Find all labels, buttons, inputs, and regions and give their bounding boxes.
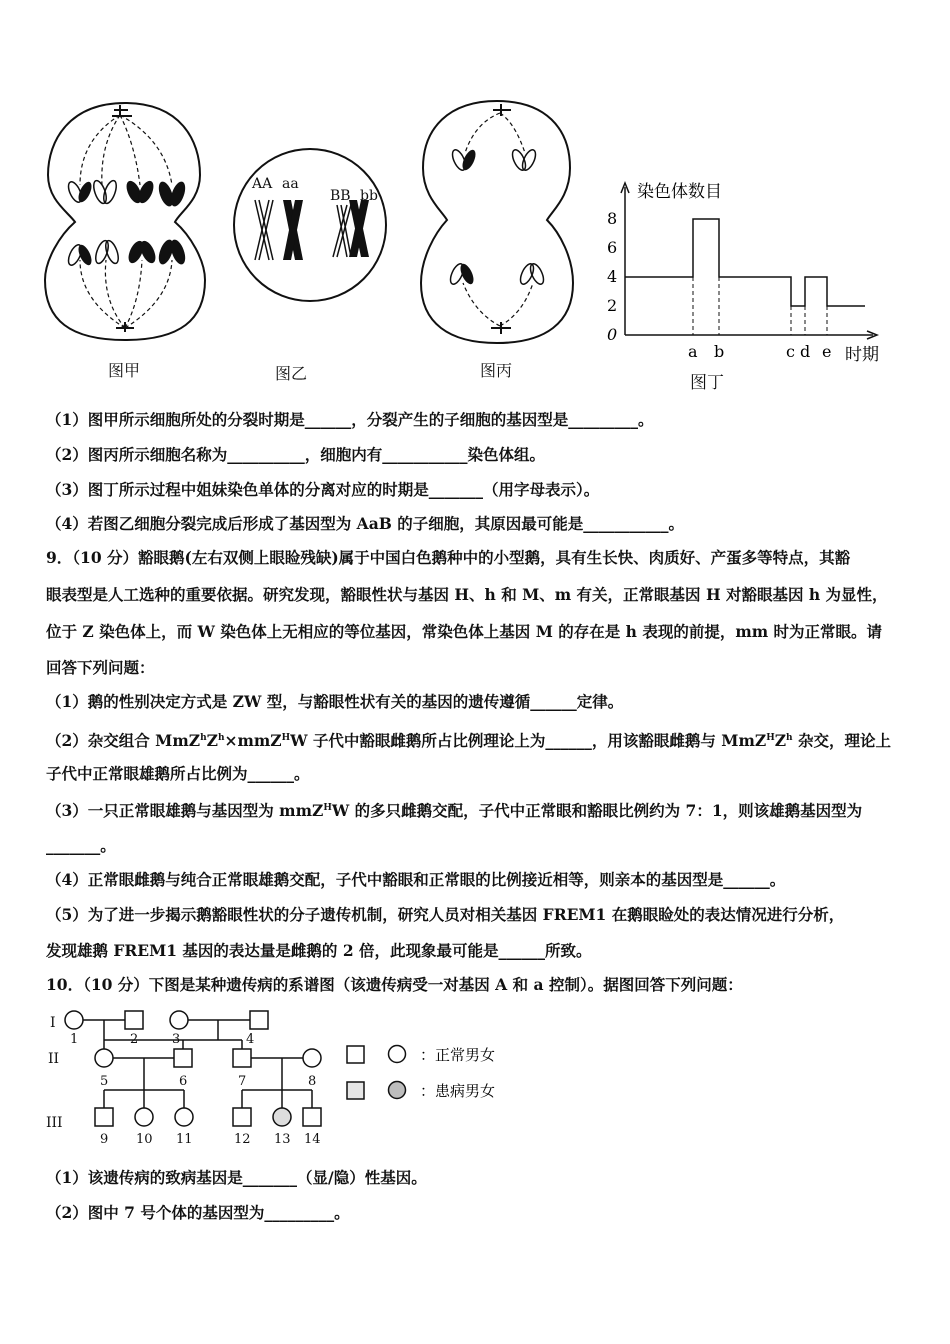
svg-text:10: 10 — [136, 1132, 153, 1147]
svg-text:11: 11 — [176, 1132, 193, 1147]
q9-part3-line1: （3）一只正常眼雄鹅与基因型为 mmZ$^H$W 的多只雌鹅交配，子代中正常眼和豁眼比例约为 7：1，则该雄鹅基因型为 — [46, 801, 863, 821]
legend-normal-female — [389, 1046, 406, 1063]
svg-text:13: 13 — [274, 1132, 291, 1147]
figure-bing-cell-diagram — [415, 98, 580, 348]
figure-yi-cell-diagram — [225, 145, 395, 305]
generation-II: II — [48, 1051, 60, 1067]
individual-5 — [95, 1049, 113, 1067]
individual-9 — [95, 1108, 113, 1126]
figure-yi-caption: 图乙 — [275, 364, 308, 383]
generation-I: I — [50, 1015, 56, 1031]
svg-text:1: 1 — [70, 1032, 79, 1047]
chromosome-count-line — [625, 219, 865, 306]
svg-text:3: 3 — [172, 1032, 181, 1047]
individual-11 — [175, 1108, 193, 1126]
pedigree-chart — [40, 1005, 520, 1150]
q9-part5-line2: 发现雄鹅 FREM1 基因的表达量是雌鹅的 2 倍，此现象最可能是______所致。 — [46, 941, 592, 960]
individual-1 — [65, 1011, 83, 1029]
individual-7 — [233, 1049, 251, 1067]
q8-part2: （2）图丙所示细胞名称为__________，细胞内有___________染色体组。 — [46, 445, 546, 464]
legend-normal-male — [347, 1046, 364, 1063]
x-tick-label-d: d — [800, 342, 811, 361]
q8-part3: （3）图丁所示过程中姐妹染色单体的分离对应的时期是_______（用字母表示）。 — [46, 480, 600, 499]
y-tick-label-4: 4 — [607, 267, 618, 286]
gene-label-BB: BB — [330, 188, 351, 204]
svg-text:14: 14 — [304, 1132, 321, 1147]
svg-text:12: 12 — [234, 1132, 251, 1147]
q10-part2: （2）图中 7 号个体的基因型为_________。 — [46, 1203, 350, 1222]
x-tick-label-a: a — [688, 342, 698, 361]
x-tick-label-e: e — [822, 342, 832, 361]
generation-III: III — [46, 1115, 63, 1131]
figure-jia-caption: 图甲 — [108, 361, 141, 380]
legend-affected-label: ：患病男女 — [420, 1082, 496, 1100]
individual-2 — [125, 1011, 143, 1029]
figure-ding-chart — [595, 175, 915, 370]
q9-part2-line2: 子代中正常眼雄鹅所占比例为______。 — [46, 764, 310, 783]
svg-text:5: 5 — [100, 1074, 109, 1089]
q9-stem-line4: 回答下列问题： — [46, 658, 155, 677]
q9-part4: （4）正常眼雌鹅与纯合正常眼雄鹅交配，子代中豁眼和正常眼的比例接近相等，则亲本的基因型是______。 — [46, 870, 786, 889]
individual-6 — [174, 1049, 192, 1067]
svg-text:9: 9 — [100, 1132, 109, 1147]
q9-stem-line1: 9．（10 分）豁眼鹅(左右双侧上眼睑残缺)属于中国白色鹅种中的小型鹅，具有生长快、肉质好、产蛋多等特点，其豁 — [46, 548, 851, 567]
legend-normal-label: ：正常男女 — [420, 1046, 496, 1064]
x-tick-label-c: c — [786, 342, 795, 361]
individual-13 — [273, 1108, 291, 1126]
svg-text:8: 8 — [308, 1074, 317, 1089]
svg-text:4: 4 — [246, 1032, 255, 1047]
y-tick-label-6: 6 — [607, 238, 618, 257]
individual-10 — [135, 1108, 153, 1126]
q9-stem-line3: 位于 Z 染色体上，而 W 染色体上无相应的等位基因，常染色体上基因 M 的存在是 h 表现的前提，mm 时为正常眼。请 — [46, 622, 883, 641]
legend-affected-female — [389, 1082, 406, 1099]
figure-bing-caption: 图丙 — [480, 361, 513, 380]
individual-4 — [250, 1011, 268, 1029]
q10-part1: （1）该遗传病的致病基因是_______（显/隐）性基因。 — [46, 1168, 427, 1187]
individual-3 — [170, 1011, 188, 1029]
individual-8 — [303, 1049, 321, 1067]
y-tick-label-0: 0 — [607, 325, 618, 344]
svg-text:6: 6 — [179, 1074, 188, 1089]
q9-part2-line1: （2）杂交组合 $MmZ^hZ^h\times mmZ^HW$ 子代中豁眼雌鹅所占比例理论上为______，用该豁眼雌鹅与 $MmZ^HZ^h$ 杂交，理论上 — [46, 731, 891, 751]
chart-x-label: 时期 — [845, 345, 879, 365]
legend-affected-male — [347, 1082, 364, 1099]
q9-part3-line2: _______。 — [46, 836, 116, 855]
chart-y-label: 染色体数目 — [637, 182, 722, 202]
gene-label-aa: aa — [282, 176, 299, 192]
q9-part1: （1）鹅的性别决定方式是 ZW 型，与豁眼性状有关的基因的遗传遵循______定律。 — [46, 692, 624, 711]
figure-jia-cell-diagram — [40, 100, 215, 345]
q8-part4: （4）若图乙细胞分裂完成后形成了基因型为 AaB 的子细胞，其原因最可能是___________。 — [46, 514, 684, 533]
individual-14 — [303, 1108, 321, 1126]
y-tick-label-2: 2 — [607, 296, 618, 315]
y-tick-label-8: 8 — [607, 209, 618, 228]
q10-stem: 10．（10 分）下图是某种遗传病的系谱图（该遗传病受一对基因 A 和 a 控制）。据图回答下列问题： — [46, 975, 743, 994]
q9-part5-line1: （5）为了进一步揭示鹅豁眼性状的分子遗传机制，研究人员对相关基因 FREM1 在鹅眼睑处的表达情况进行分析， — [46, 905, 845, 924]
svg-text:7: 7 — [238, 1074, 247, 1089]
gene-label-AA: AA — [252, 176, 273, 192]
q8-part1: （1）图甲所示细胞所处的分裂时期是______，分裂产生的子细胞的基因型是_________。 — [46, 410, 654, 429]
gene-label-bb: bb — [360, 188, 378, 204]
q9-stem-line2: 眼表型是人工选种的重要依据。研究发现，豁眼性状与基因 H、h 和 M、m 有关，正常眼基因 H 对豁眼基因 h 为显性， — [46, 585, 888, 604]
svg-text:2: 2 — [130, 1032, 139, 1047]
x-tick-label-b: b — [714, 342, 725, 361]
figure-ding-caption: 图丁 — [690, 373, 724, 393]
individual-12 — [233, 1108, 251, 1126]
